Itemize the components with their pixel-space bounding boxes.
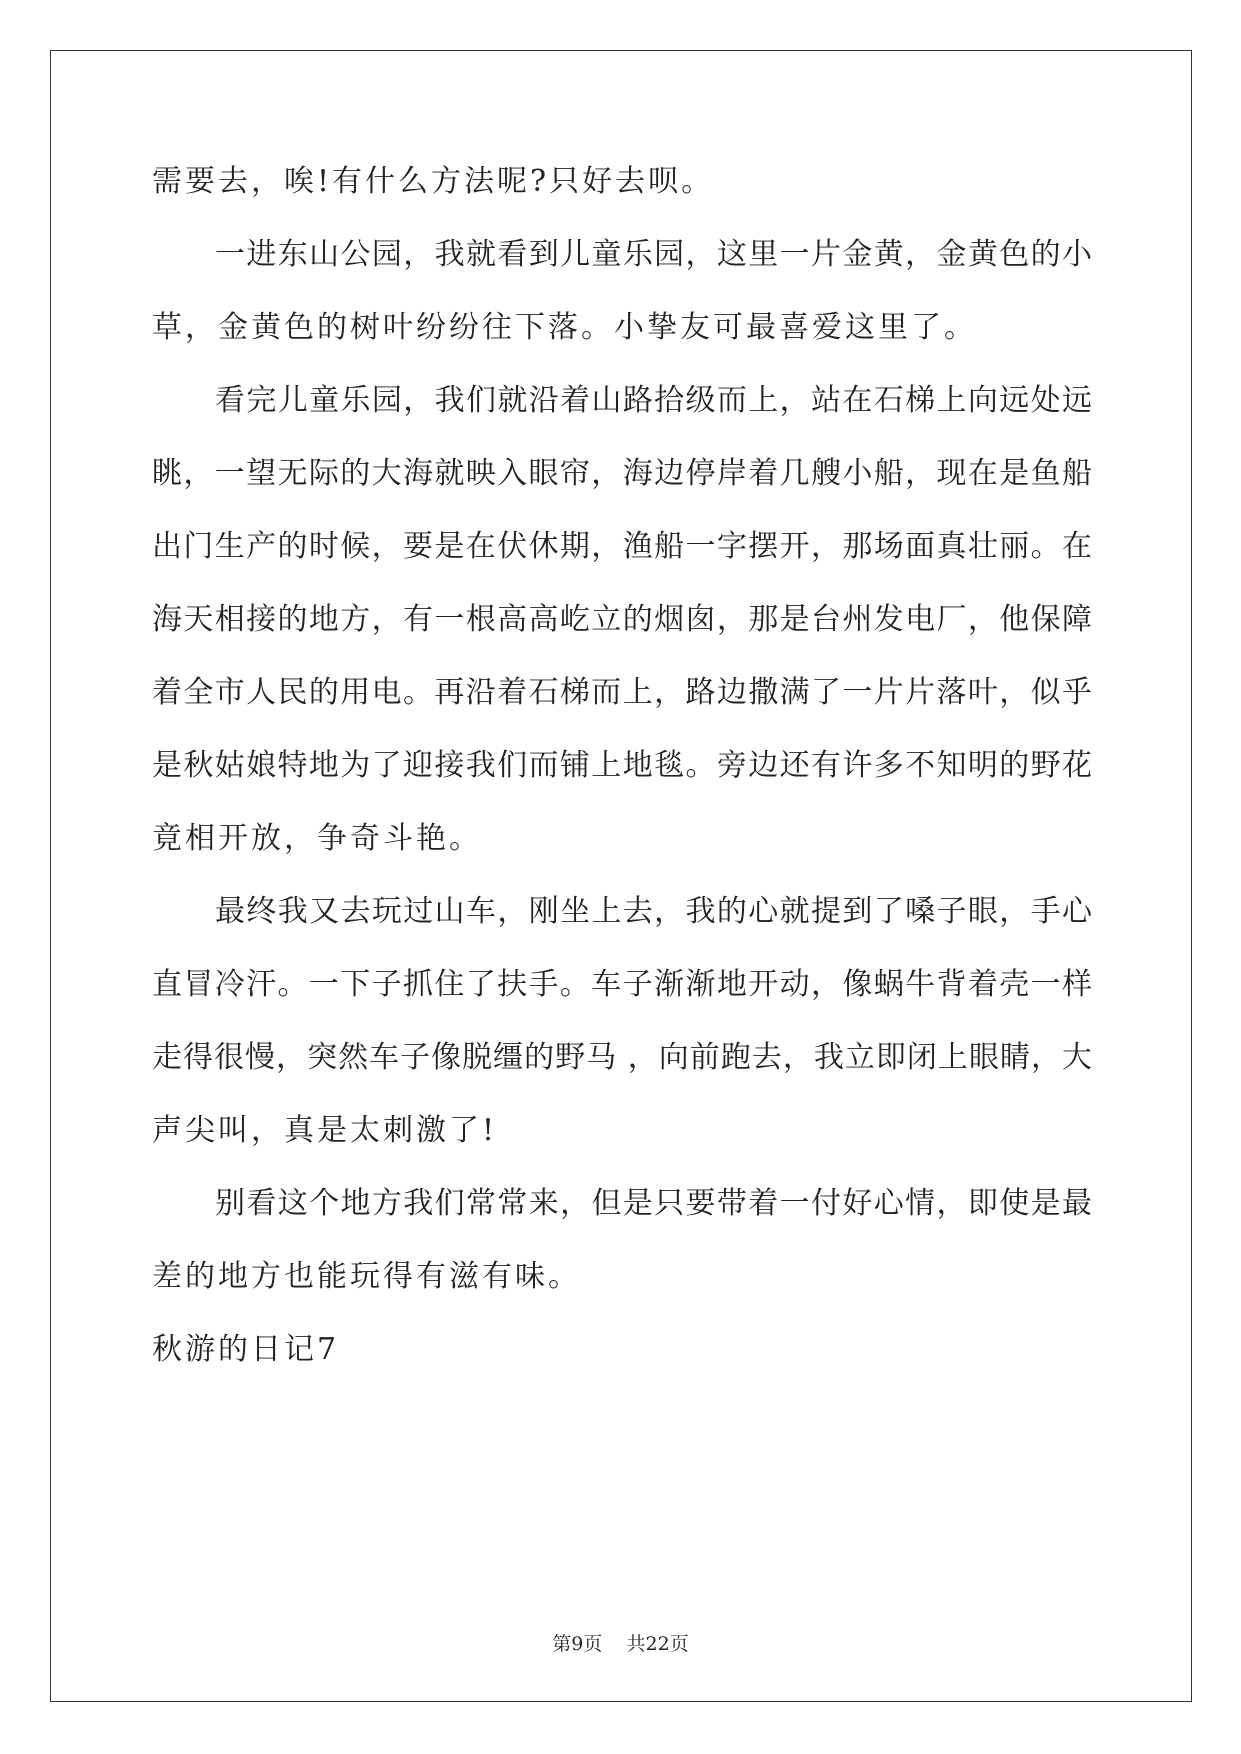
footer-prefix: 第 — [552, 1633, 572, 1655]
section-heading: 秋游的日记7 — [152, 1332, 340, 1367]
text-line: 走得很慢，突然车子像脱缰的野马 ，向前跑去，我立即闭上眼睛，大 — [152, 1040, 1092, 1075]
text-line: 差的地方也能玩得有滋有味。 — [152, 1259, 581, 1294]
text-line: 草，金黄色的树叶纷纷往下落。小挚友可最喜爱这里了。 — [152, 310, 977, 345]
text-line: 出门生产的时候，要是在伏休期，渔船一字摆开，那场面真壮丽。在 — [152, 529, 1092, 564]
text-line: 着全市人民的用电。再沿着石梯而上，路边撒满了一片片落叶，似乎 — [152, 675, 1092, 710]
text-line: 需要去，唉!有什么方法呢?只好去呗。 — [152, 164, 715, 199]
text-line: 是秋姑娘特地为了迎接我们而铺上地毯。旁边还有许多不知明的野花 — [152, 748, 1092, 783]
text-line: 海天相接的地方，有一根高高屹立的烟囱，那是台州发电厂，他保障 — [152, 602, 1092, 637]
text-line: 直冒冷汗。一下子抓住了扶手。车子渐渐地开动，像蜗牛背着壳一样 — [152, 967, 1092, 1002]
paragraph-first-line: 别看这个地方我们常常来，但是只要带着一付好心情，即使是最 — [215, 1186, 1092, 1221]
footer-total-pages: 22 — [645, 1633, 670, 1655]
paragraph-first-line: 一进东山公园，我就看到儿童乐园，这里一片金黄，金黄色的小 — [215, 237, 1092, 272]
footer-middle: 页 共 — [583, 1633, 646, 1655]
paragraph-first-line: 最终我又去玩过山车，刚坐上去，我的心就提到了嗓子眼，手心 — [215, 894, 1092, 929]
paragraph-first-line: 看完儿童乐园，我们就沿着山路拾级而上，站在石梯上向远处远 — [215, 383, 1092, 418]
footer-suffix: 页 — [669, 1633, 689, 1655]
page-footer — [0, 1632, 1241, 1656]
text-line: 竟相开放，争奇斗艳。 — [152, 821, 482, 856]
page-border — [50, 50, 1192, 1702]
text-line: 声尖叫，真是太刺激了! — [152, 1113, 498, 1148]
text-line: 眺，一望无际的大海就映入眼帘，海边停岸着几艘小船，现在是鱼船 — [152, 456, 1092, 491]
footer-current-page: 9 — [571, 1633, 584, 1655]
